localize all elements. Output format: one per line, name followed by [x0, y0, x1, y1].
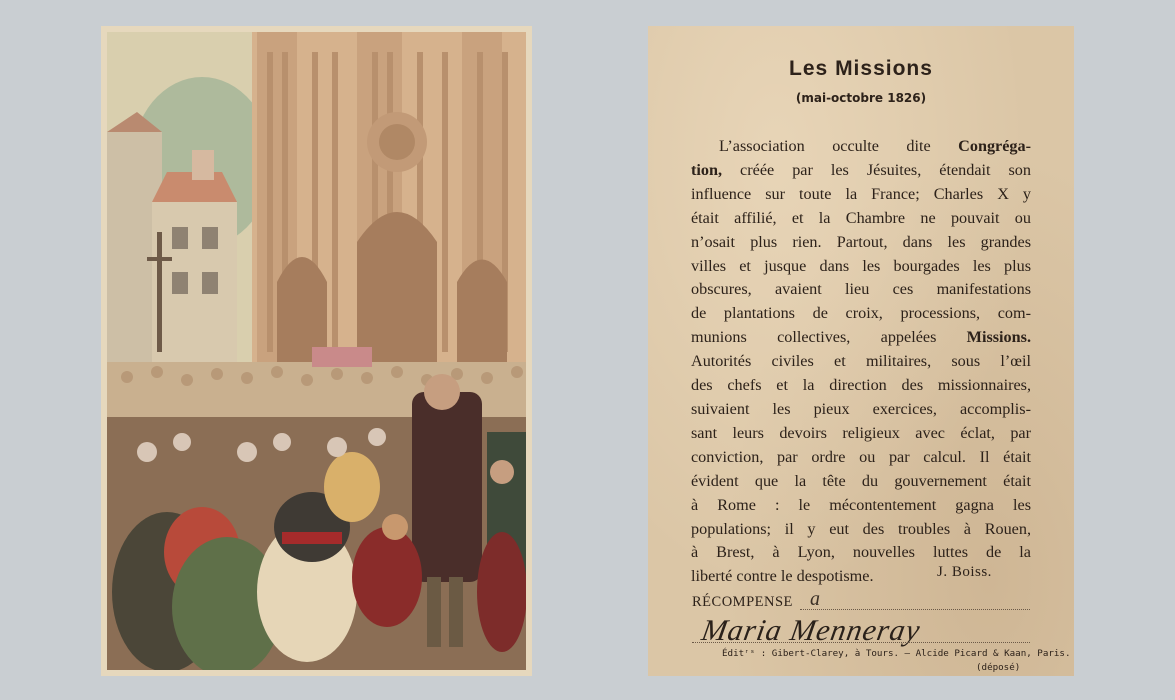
- card-front: [101, 26, 532, 676]
- card-paragraph: [691, 135, 1031, 589]
- author-signature: J. Boiss.: [937, 564, 992, 580]
- dotted-line: [692, 642, 1030, 643]
- paragraph-line: tion, créée par les Jésuites, étendait son: [691, 160, 1031, 179]
- recipient-name-handwritten: Maria Menneray: [699, 614, 924, 647]
- cathedral-procession-illustration: [107, 32, 526, 670]
- paragraph-line: liberté contre le despotisme.: [691, 567, 874, 586]
- paragraph-line: L’association occulte dite Congréga-: [719, 137, 1031, 155]
- paragraph-line: sant leurs devoirs religieux avec éclat, par: [691, 423, 1031, 442]
- paragraph-line: influence sur toute la France; Charles X y: [691, 184, 1031, 203]
- card-subtitle: (mai-octobre 1826): [795, 91, 927, 105]
- card-back: [648, 26, 1074, 676]
- paragraph-line: des chefs et la direction des missionnaires,: [691, 376, 1031, 395]
- paragraph-line: n’osait plus rien. Partout, dans les grandes: [691, 232, 1031, 251]
- paragraph-line: évident que la tête du gouvernement était: [691, 471, 1031, 490]
- publisher-line: Éditʳˢ : Gibert-Clarey, à Tours. — Alcide Picard & Kaan, Paris.: [722, 648, 1071, 659]
- card-title: Les Missions: [789, 57, 933, 80]
- paragraph-line: à Brest, à Lyon, nouvelles luttes de la: [691, 543, 1031, 562]
- paragraph-line: était affilié, et la Chambre ne pouvait ou: [691, 208, 1031, 227]
- paragraph-line: suivaient les pieux exercices, accomplis-: [691, 399, 1031, 418]
- dotted-line: [800, 609, 1030, 610]
- paragraph-line: conviction, par ordre ou par calcul. Il était: [691, 447, 1031, 466]
- recompense-prefix: a: [810, 588, 820, 610]
- paragraph-line: Autorités civiles et militaires, sous l’œil: [691, 352, 1031, 371]
- paragraph-line: villes et jusque dans les bourgades les plus: [691, 256, 1031, 275]
- depose-note: (déposé): [976, 662, 1021, 673]
- paragraph-line: populations; il y eut des troubles à Rouen,: [691, 519, 1031, 538]
- paragraph-line: de plantations de croix, processions, com-: [691, 304, 1031, 323]
- paragraph-line: à Rome : le mécontentement gagna les: [691, 495, 1031, 514]
- paragraph-line: obscures, avaient lieu ces manifestations: [691, 280, 1031, 299]
- recompense-label: RÉCOMPENSE: [692, 594, 793, 610]
- paragraph-line: munions collectives, appelées Missions.: [691, 328, 1031, 347]
